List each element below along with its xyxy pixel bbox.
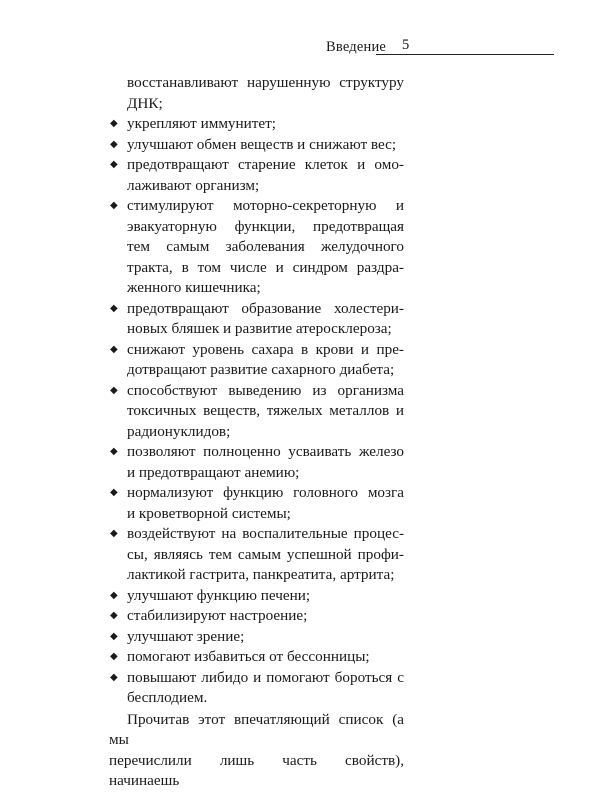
list-item [109,647,404,668]
list-item [109,442,404,483]
paragraph-line: Прочитав этот впечатляющий список (а мы [109,710,404,748]
list-item [109,155,404,196]
list-item-line: тем самым заболевания желудочного [127,238,404,255]
list-item-line: новых бляшек и развитие атеросклероза; [127,320,392,337]
diamond-bullet-icon: ◆ [110,589,118,601]
benefits-list [109,114,404,709]
diamond-bullet-icon: ◆ [110,200,118,211]
list-item-line: предотвращают образование холестери- [127,299,404,317]
list-item-line: нормализуют функцию головного мозга [127,484,404,501]
list-item-line: предотвращают старение клеток и омо- [127,156,404,173]
list-item-line: повышают либидо и помогают бороться с [127,668,404,686]
continuation-line: восстанавливают нарушенную структуру [127,74,404,91]
list-item-line: дотвращают развитие сахарного диабета; [127,361,395,378]
list-item-line: помогают избавиться от бессонницы; [127,648,370,665]
list-item [109,135,404,156]
list-item-line: эвакуаторную функции, предотвращая [127,217,404,235]
list-item [109,627,404,648]
list-item-line: лаживают организм; [127,176,260,194]
list-item-line: укрепляют иммунитет; [127,115,277,132]
continuation-line: ДНК; [127,94,163,112]
list-item-line: бесплодием. [127,689,208,706]
list-item-line: тракта, в том числе и синдром раздра- [127,258,404,276]
list-item [109,483,404,524]
list-item-line: радионуклидов; [127,422,231,440]
list-item-line: улучшают зрение; [127,627,245,645]
list-item-line: токсичных веществ, тяжелых металлов и [127,402,404,419]
section-title: Введение [326,39,387,55]
list-item [109,299,404,340]
list-item [109,668,404,709]
header-rule [376,54,554,55]
diamond-bullet-icon: ◆ [110,671,118,683]
list-item [109,524,404,586]
diamond-bullet-icon: ◆ [110,118,118,129]
running-header [326,37,554,59]
list-item [109,606,404,627]
list-item [109,340,404,381]
diamond-bullet-icon: ◆ [110,138,118,150]
diamond-bullet-icon: ◆ [110,343,118,355]
diamond-bullet-icon: ◆ [110,651,118,662]
list-item [109,586,404,607]
list-item-line: стимулируют моторно-секреторную и [127,197,404,214]
continued-bullet-text [109,73,404,114]
list-item [109,196,404,299]
diamond-bullet-icon: ◆ [110,302,118,314]
list-item-line: сы, являясь тем самым успешной профи- [127,545,404,563]
list-item-line: позволяют полноценно усваивать железо [127,443,404,460]
list-item-line: способствуют выведению из организма [127,381,404,399]
page-body [109,73,404,792]
diamond-bullet-icon: ◆ [110,610,118,621]
diamond-bullet-icon: ◆ [110,487,118,498]
list-item-line: стабилизируют настроение; [127,607,308,624]
diamond-bullet-icon: ◆ [110,630,118,642]
diamond-bullet-icon: ◆ [110,446,118,457]
diamond-bullet-icon: ◆ [110,528,118,539]
list-item-line: и кроветворной системы; [127,504,291,522]
diamond-bullet-icon: ◆ [110,159,118,170]
list-item-line: улучшают функцию печени; [127,586,311,604]
list-item-line: лактикой гастрита, панкреатита, артрита; [127,566,395,583]
closing-paragraph [109,710,404,792]
list-item-line: женного кишечника; [127,279,261,296]
page-number: 5 [402,37,410,53]
list-item [109,114,404,135]
diamond-bullet-icon: ◆ [110,384,118,396]
list-item-line: и предотвращают анемию; [127,463,300,481]
list-item-line: снижают уровень сахара в крови и пре- [127,340,404,358]
paragraph-line: перечислили лишь часть свойств), начинаешь [109,751,404,789]
list-item-line: воздействуют на воспалительные процес- [127,525,404,542]
list-item-line: улучшают обмен веществ и снижают вес; [127,135,397,153]
list-item [109,381,404,443]
